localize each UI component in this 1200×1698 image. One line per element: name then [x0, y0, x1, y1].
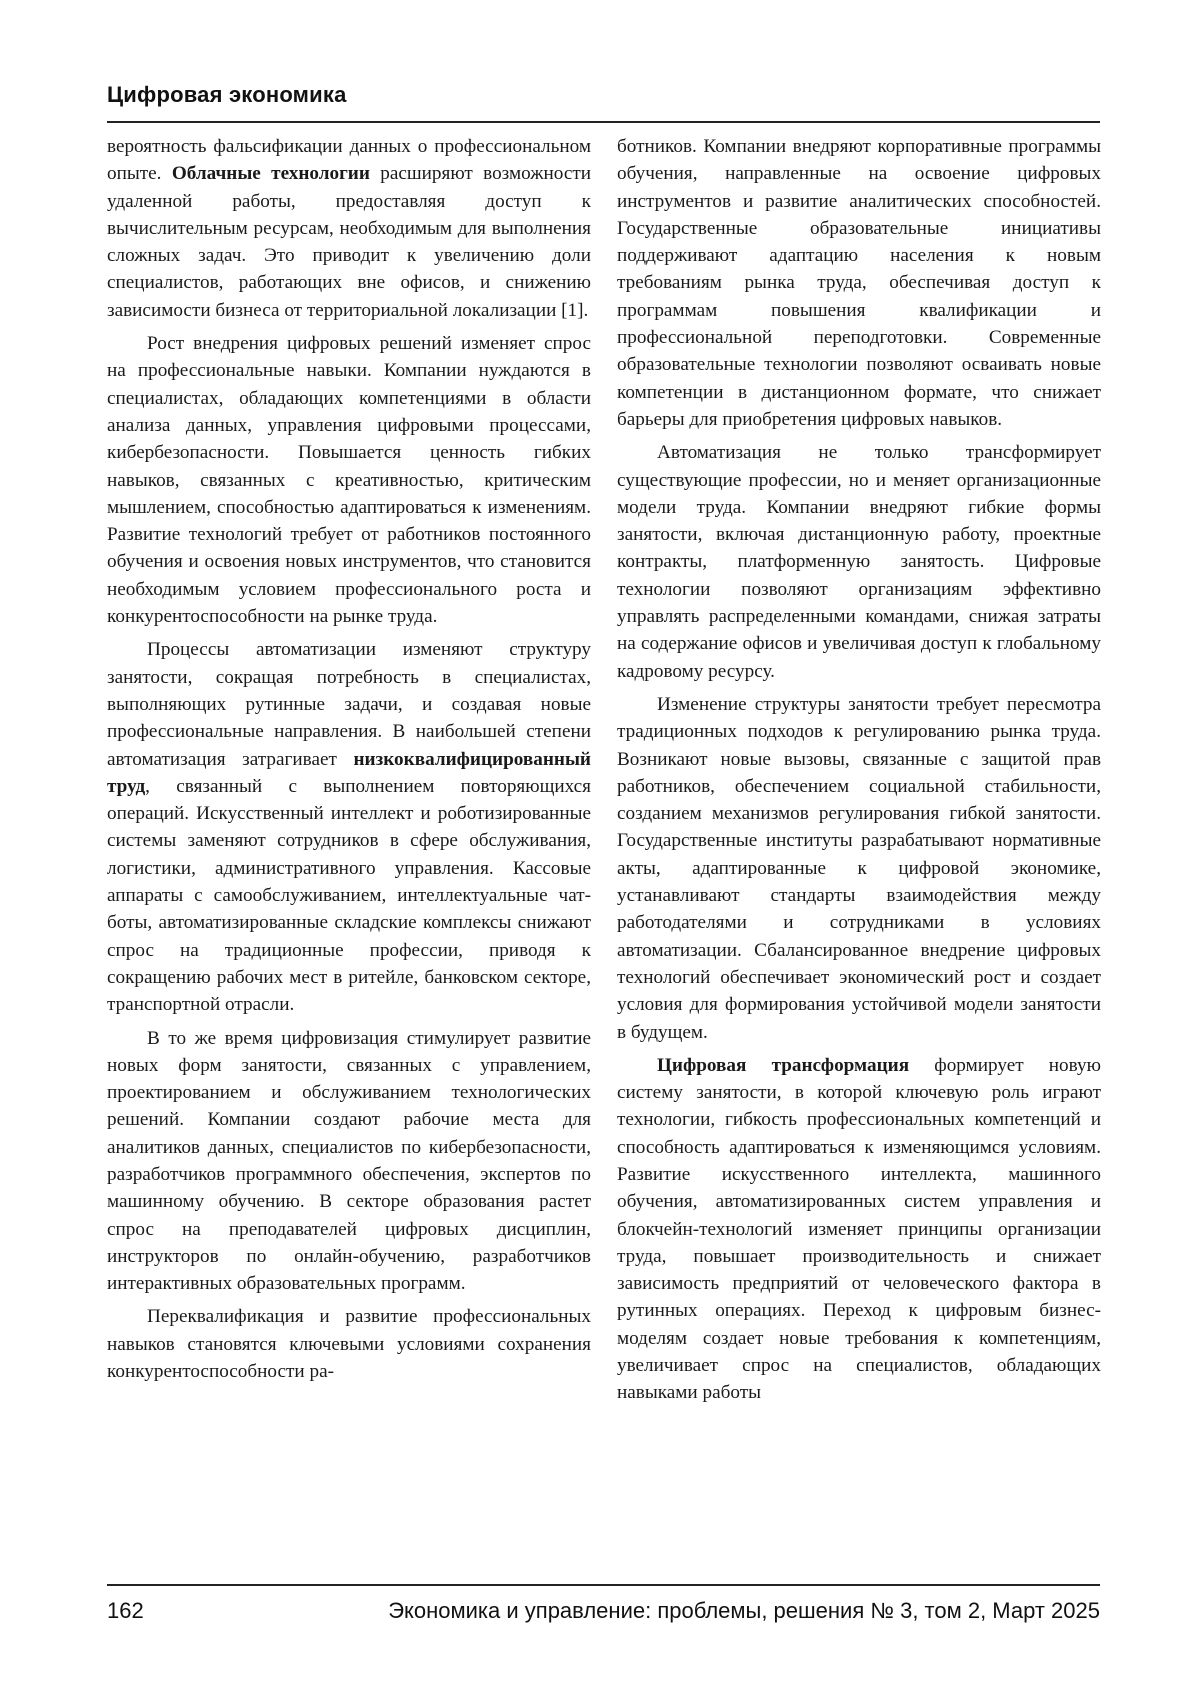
left-paragraph-5: Переквалификация и развитие профессиональных навыков становятся ключевыми условиями сохранения конкурентоспособности ра- — [107, 1306, 591, 1383]
journal-citation: Экономика и управление: проблемы, решения № 3, том 2, Март 2025 — [388, 1598, 1100, 1623]
header-rule — [107, 121, 1100, 123]
left-p1-bold-term: Облачные технологии — [171, 163, 370, 185]
left-p1-text-c: расширяют возможности удаленной работы, предоставляя доступ к вычислительным ресурсам, необходимым для выполнения сложных задач. Это приводит к увеличению доли специалистов, работающих вне офисов, и снижению зависимости бизнеса от территориальной локализации [1]. — [107, 163, 592, 321]
left-paragraph-4: В то же время цифровизация стимулирует развитие новых форм занятости, связанных с управлением, проектированием и обслуживанием технологических решений. Компании создают рабочие места для аналитиков данных, специалистов по кибербезопасности, разработчиков программного обеспечения, экспертов по машинному обучению. В секторе образования растет спрос на преподавателей цифровых дисциплин, инструкторов по онлайн-обучению, разработчиков интерактивных образовательных программ. — [107, 1027, 591, 1295]
running-head-section-title: Цифровая экономика — [107, 82, 347, 107]
left-p3-bold-term: низкоквалифицированный труд — [107, 748, 591, 797]
left-p3-text-a: Процессы автоматизации изменяют структуру занятости, сокращая потребность в специалистах, выполняющих рутинные задачи, и создавая новые профессиональные направления. В наибольшей степени автоматизация затрагивает — [107, 639, 591, 770]
footer-rule — [107, 1584, 1100, 1586]
right-paragraph-2: Автоматизация не только трансформирует существующие профессии, но и меняет организационные модели труда. Компании внедряют гибкие формы занятости, включая дистанционную работу, проектные контракты, платформенную занятость. Цифровые технологии позволяют организациям эффективно управлять распределенными командами, снижая затраты на содержание офисов и увеличивая доступ к глобальному кадровому ресурсу. — [617, 442, 1101, 682]
left-paragraph-3 — [107, 636, 591, 1018]
page-number: 162 — [107, 1598, 144, 1623]
right-paragraph-3: Изменение структуры занятости требует пересмотра традиционных подходов к регулированию рынка труда. Возникают новые вызовы, связанные с защитой прав работников, обеспечением социальной стабильности, созданием механизмов регулирования гибкой занятости. Государственные институты разрабатывают нормативные акты, адаптированные к цифровой экономике, устанавливают стандарты взаимодействия между работодателями и сотрудниками в условиях автоматизации. Сбалансированное внедрение цифровых технологий обеспечивает экономический рост и создает условия для формирования устойчивой модели занятости в будущем. — [617, 693, 1101, 1043]
left-p3-text-c: , связанный с выполнением повторяющихся операций. Искусственный интеллект и роботизированные системы заменяют сотрудников в сфере обслуживания, логистики, административного управления. Кассовые аппараты с самообслуживанием, интеллектуальные чат-боты, автоматизированные складские комплексы снижают спрос на традиционные профессии, приводя к сокращению рабочих мест в ритейле, банковском секторе, транспортной отрасли. — [107, 775, 591, 1016]
right-p4-text-c: формирует новую систему занятости, в которой ключевую роль играют технологии, гибкость профессиональных компетенций и способность адаптироваться к изменяющимся условиям. Развитие искусственного интеллекта, машинного обучения, автоматизированных систем управления и блокчейн-технологий изменяет принципы организации труда, повышает производительность и снижает зависимость предприятий от человеческого фактора в рутинных операциях. Переход к цифровым бизнес-моделям создает новые требования к компетенциям, увеличивает спрос на специалистов, обладающих навыками работы — [617, 1054, 1101, 1404]
right-column — [617, 133, 1101, 1413]
right-p4-bold-term: Цифровая трансформация — [657, 1054, 910, 1076]
left-p1-text-a: вероятность фальсификации данных о профессиональном опыте. — [107, 136, 591, 185]
left-column — [107, 133, 591, 1391]
left-paragraph-1 — [107, 133, 591, 324]
right-paragraph-4 — [617, 1052, 1101, 1407]
right-paragraph-1: ботников. Компании внедряют корпоративные программы обучения, направленные на освоение цифровых инструментов и развитие аналитических способностей. Государственные образовательные инициативы поддерживают адаптацию населения к новым требованиям рынка труда, обеспечивая доступ к программам повышения квалификации и профессиональной переподготовки. Современные образовательные технологии позволяют осваивать новые компетенции в дистанционном формате, что снижает барьеры для приобретения цифровых навыков. — [617, 136, 1101, 430]
left-paragraph-2: Рост внедрения цифровых решений изменяет спрос на профессиональные навыки. Компании нуждаются в специалистах, обладающих компетенциями в области анализа данных, управления цифровыми процессами, кибербезопасности. Повышается ценность гибких навыков, связанных с креативностью, критическим мышлением, способностью адаптироваться к изменениям. Развитие технологий требует от работников постоянного обучения и освоения новых инструментов, что становится необходимым условием профессионального роста и конкурентоспособности на рынке труда. — [107, 333, 591, 628]
